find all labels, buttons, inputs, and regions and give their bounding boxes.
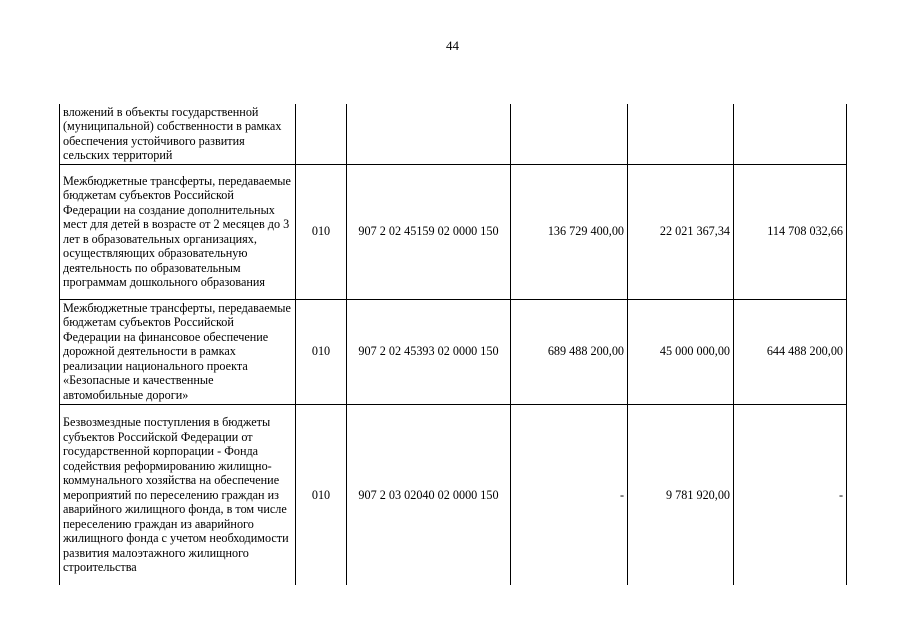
row-remaining: 114 708 032,66 xyxy=(734,164,847,299)
row-approved: 136 729 400,00 xyxy=(511,164,628,299)
row-approved: - xyxy=(511,404,628,585)
row-code: 010 xyxy=(296,299,347,404)
row-kbk: 907 2 02 45393 02 0000 150 xyxy=(347,299,511,404)
row-code: 010 xyxy=(296,404,347,585)
row-code: 010 xyxy=(296,164,347,299)
row-kbk: 907 2 03 02040 02 0000 150 xyxy=(347,404,511,585)
row-remaining: - xyxy=(734,404,847,585)
row-remaining: 644 488 200,00 xyxy=(734,299,847,404)
budget-table xyxy=(59,104,847,585)
row-kbk: 907 2 02 45159 02 0000 150 xyxy=(347,164,511,299)
row-description: Межбюджетные трансферты, передаваемые бюджетам субъектов Российской Федерации на создание дополнительных мест для детей в возрасте от 2 месяцев до 3 лет в образовательных организациях, осуществляющих образовательную деятельность по образовательным программам дошкольного образования xyxy=(60,164,296,299)
page-number: 44 xyxy=(446,38,459,53)
row-code xyxy=(296,104,347,164)
table-row xyxy=(60,299,847,404)
row-remaining xyxy=(734,104,847,164)
row-description: вложений в объекты государственной (муниципальной) собственности в рамках обеспечения устойчивого развития сельских территорий xyxy=(60,104,296,164)
row-executed xyxy=(628,104,734,164)
row-description: Безвозмездные поступления в бюджеты субъектов Российской Федерации от государственной корпорации - Фонда содействия реформированию жилищно-коммунального хозяйства на обеспечение мероприятий по переселению граждан из аварийного жилищного фонда, в том числе переселению граждан из аварийного жилищного фонда с учетом необходимости развития малоэтажного жилищного строительства xyxy=(60,404,296,585)
row-executed: 45 000 000,00 xyxy=(628,299,734,404)
table-row xyxy=(60,404,847,585)
table-row xyxy=(60,104,847,164)
row-description: Межбюджетные трансферты, передаваемые бюджетам субъектов Российской Федерации на финансовое обеспечение дорожной деятельности в рамках реализации национального проекта «Безопасные и качественные автомобильные дороги» xyxy=(60,299,296,404)
row-kbk xyxy=(347,104,511,164)
row-approved: 689 488 200,00 xyxy=(511,299,628,404)
row-executed: 22 021 367,34 xyxy=(628,164,734,299)
row-executed: 9 781 920,00 xyxy=(628,404,734,585)
row-approved xyxy=(511,104,628,164)
table-row xyxy=(60,164,847,299)
